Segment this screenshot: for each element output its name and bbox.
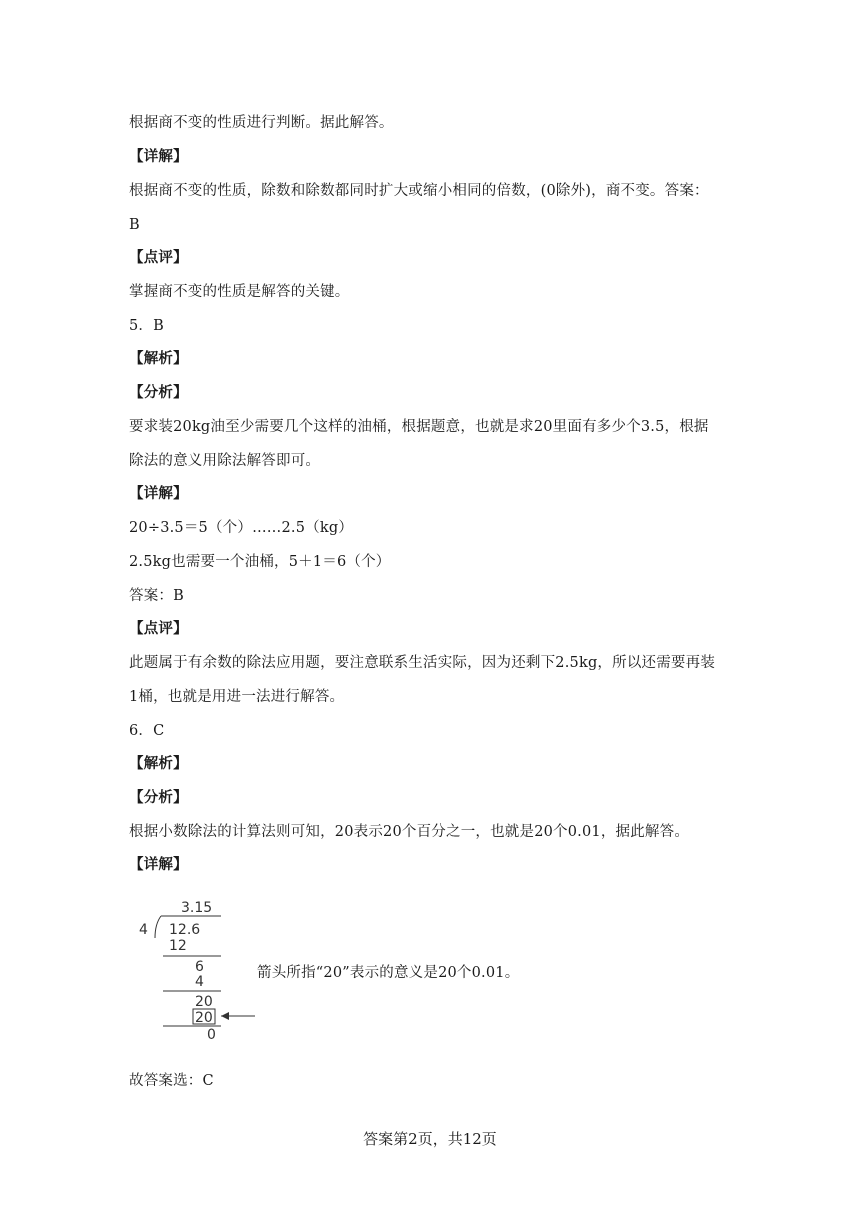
text-line: 根据商不变的性质进行判断。据此解答。 bbox=[129, 115, 394, 131]
arrow-head-icon bbox=[221, 1012, 229, 1020]
division-bracket bbox=[155, 916, 161, 938]
section-heading-detail: 【详解】 bbox=[129, 148, 188, 165]
section-heading-detail: 【详解】 bbox=[129, 856, 188, 873]
dividend: 12.6 bbox=[169, 922, 201, 938]
step-product: 12 bbox=[169, 938, 187, 954]
step-product-highlighted: 20 bbox=[195, 1010, 213, 1026]
section-heading-analyze: 【分析】 bbox=[129, 789, 188, 806]
step-remainder: 20 bbox=[195, 994, 213, 1010]
final-answer: 故答案选：C bbox=[129, 1073, 214, 1089]
text-line: 要求装20kg油至少需要几个这样的油桶，根据题意，也就是求20里面有多少个3.5，根据 bbox=[129, 419, 709, 435]
quotient: 3.15 bbox=[181, 900, 213, 916]
long-division-figure bbox=[133, 892, 263, 1042]
step-remainder: 6 bbox=[195, 959, 204, 975]
page-footer: 答案第2页，共12页 bbox=[363, 1130, 497, 1148]
text-line: 1桶，也就是用进一法进行解答。 bbox=[129, 689, 345, 705]
step-product: 4 bbox=[195, 974, 204, 990]
text-line: 掌握商不变的性质是解答的关键。 bbox=[129, 284, 350, 300]
text-line: 此题属于有余数的除法应用题，要注意联系生活实际，因为还剩下2.5kg，所以还需要再装 bbox=[129, 655, 716, 671]
section-heading-analysis: 【解析】 bbox=[129, 755, 188, 772]
section-heading-analysis: 【解析】 bbox=[129, 350, 188, 367]
section-heading-comment: 【点评】 bbox=[129, 249, 188, 266]
text-line: 2.5kg也需要一个油桶，5＋1＝6（个） bbox=[129, 554, 391, 570]
division-note: 箭头所指“20”表示的意义是20个0.01。 bbox=[257, 965, 520, 981]
text-line: 根据商不变的性质，除数和除数都同时扩大或缩小相同的倍数，(0除外)，商不变。答案： bbox=[129, 183, 709, 199]
text-line: 答案：B bbox=[129, 588, 184, 604]
text-line: B bbox=[129, 217, 140, 233]
text-line: 根据小数除法的计算法则可知，20表示20个百分之一，也就是20个0.01，据此解答。 bbox=[129, 824, 690, 840]
question-number: 5．B bbox=[129, 318, 164, 334]
section-heading-analyze: 【分析】 bbox=[129, 384, 188, 401]
divisor: 4 bbox=[139, 922, 148, 938]
question-number: 6．C bbox=[129, 723, 165, 739]
text-line: 除法的意义用除法解答即可。 bbox=[129, 453, 321, 469]
final-remainder: 0 bbox=[207, 1027, 216, 1042]
section-heading-comment: 【点评】 bbox=[129, 620, 188, 637]
section-heading-detail: 【详解】 bbox=[129, 485, 188, 502]
text-line: 20÷3.5＝5（个）……2.5（kg） bbox=[129, 520, 354, 536]
